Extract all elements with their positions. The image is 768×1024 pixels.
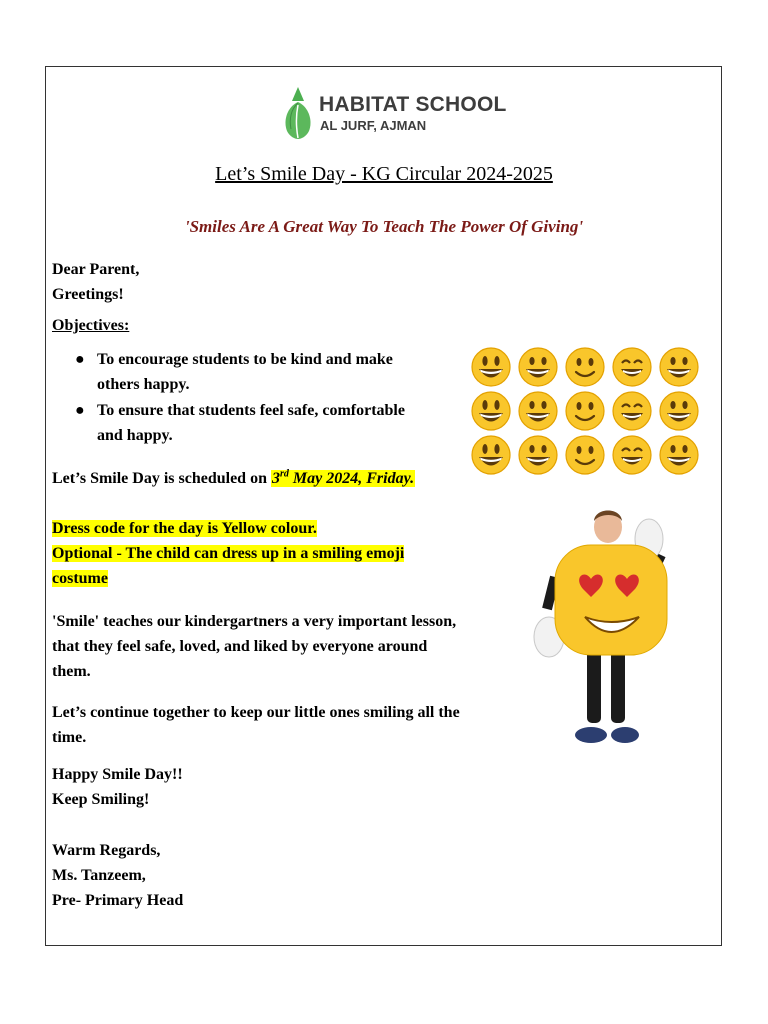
closing-line: Happy Smile Day!! xyxy=(52,766,183,783)
smiley-face-icon xyxy=(658,346,700,388)
dress-code: Dress code for the day is Yellow colour. xyxy=(52,520,317,537)
signature-line: Pre- Primary Head xyxy=(52,892,184,909)
closing-line: Keep Smiling! xyxy=(52,791,150,808)
smiley-face-icon xyxy=(611,390,653,432)
smiley-face-icon xyxy=(611,434,653,476)
smiley-emoji-grid xyxy=(470,346,705,478)
smiley-face-icon xyxy=(470,346,512,388)
list-item: ● To ensure that students feel safe, comfortable and happy. xyxy=(52,398,452,448)
dress-optional: Optional - The child can dress up in a smiling emoji xyxy=(52,545,405,562)
smiley-face-icon xyxy=(658,390,700,432)
child-emoji-costume-image xyxy=(525,497,675,749)
objectives-list xyxy=(52,347,452,449)
smiley-face-icon xyxy=(564,390,606,432)
smiley-face-icon xyxy=(564,346,606,388)
smiley-face-icon xyxy=(517,390,559,432)
dress-optional: costume xyxy=(52,570,108,587)
leaf-logo-icon xyxy=(283,85,313,141)
schedule-line: Let’s Smile Day is scheduled on 3rd May 2024, Friday. xyxy=(52,468,415,487)
school-logo xyxy=(283,85,507,141)
paragraph-line: 'Smile' teaches our kindergartners a very important lesson, xyxy=(52,613,457,630)
smiley-face-icon xyxy=(470,390,512,432)
motto: 'Smiles Are A Great Way To Teach The Power Of Giving' xyxy=(184,217,584,236)
greeting-line: Dear Parent, xyxy=(52,261,140,278)
smiley-face-icon xyxy=(611,346,653,388)
smiley-face-icon xyxy=(658,434,700,476)
objectives-heading: Objectives: xyxy=(52,317,130,334)
school-location: AL JURF, AJMAN xyxy=(320,118,427,133)
list-item: ● To encourage students to be kind and make others happy. xyxy=(52,347,452,397)
page-title: Let’s Smile Day - KG Circular 2024-2025 xyxy=(215,163,553,185)
school-name: HABITAT SCHOOL xyxy=(319,93,507,116)
schedule-date: 3rd May 2024, Friday. xyxy=(271,468,415,487)
smiley-face-icon xyxy=(517,434,559,476)
signature-line: Ms. Tanzeem, xyxy=(52,867,146,884)
smiley-face-icon xyxy=(470,434,512,476)
paragraph-line: that they feel safe, loved, and liked by everyone around xyxy=(52,638,428,655)
smiley-face-icon xyxy=(517,346,559,388)
paragraph-line: Let’s continue together to keep our little ones smiling all the xyxy=(52,704,460,721)
paragraph-line: time. xyxy=(52,729,87,746)
paragraph-line: them. xyxy=(52,663,91,680)
bullet-icon: ● xyxy=(75,351,85,368)
smiley-face-icon xyxy=(564,434,606,476)
greeting-line: Greetings! xyxy=(52,286,124,303)
signature-line: Warm Regards, xyxy=(52,842,161,859)
bullet-icon: ● xyxy=(75,402,85,419)
